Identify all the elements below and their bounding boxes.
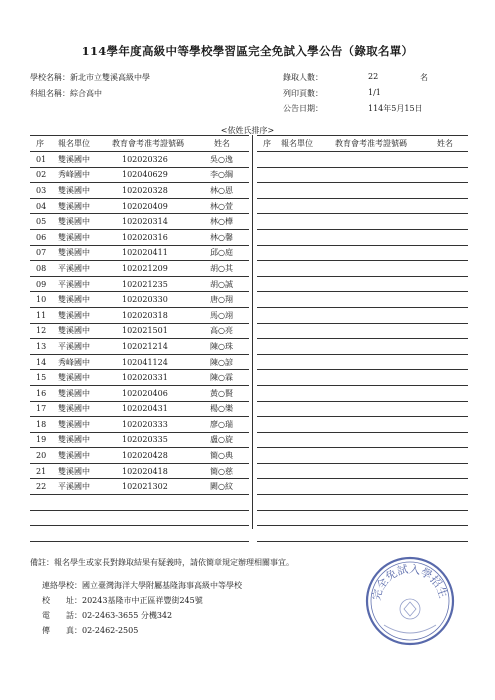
- row-exam-id: [331, 479, 431, 495]
- row-name: [431, 495, 468, 511]
- row-no: 04: [30, 198, 56, 214]
- table-row: [30, 479, 249, 495]
- row-name: 盧○旋: [208, 432, 249, 448]
- row-name: [431, 276, 468, 292]
- table-row: [30, 198, 249, 214]
- row-name: 黃○賢: [208, 385, 249, 401]
- row-no: [30, 510, 56, 526]
- row-no: 08: [30, 261, 56, 277]
- col-header-no: 序: [30, 136, 56, 152]
- row-name: 邱○庭: [208, 245, 249, 261]
- row-no: 19: [30, 432, 56, 448]
- table-row: [30, 214, 249, 230]
- empty-table-row: [257, 479, 468, 495]
- row-no: [257, 354, 279, 370]
- row-school: 雙溪國中: [56, 229, 108, 245]
- row-name: 陳○諺: [208, 354, 249, 370]
- row-exam-id: [331, 307, 431, 323]
- row-no: 02: [30, 167, 56, 183]
- dept-name-label: 科組名稱：: [30, 89, 70, 98]
- row-exam-id: 102021235: [108, 276, 208, 292]
- row-exam-id: [331, 354, 431, 370]
- row-name: [431, 339, 468, 355]
- row-school: 雙溪國中: [56, 152, 108, 168]
- row-school: [279, 385, 331, 401]
- row-no: [257, 510, 279, 526]
- note-text: 備註：報名學生或家長對錄取結果有疑義時，請依簡章規定辦理相關事宜。: [30, 558, 294, 567]
- admitted-count-unit: 名: [420, 73, 428, 82]
- row-name: 闕○紋: [208, 479, 249, 495]
- row-no: 05: [30, 214, 56, 230]
- row-exam-id: 102020411: [108, 245, 208, 261]
- row-exam-id: [331, 448, 431, 464]
- row-exam-id: [331, 432, 431, 448]
- row-exam-id: [331, 152, 431, 168]
- row-name: 簡○典: [208, 448, 249, 464]
- empty-table-row: [257, 385, 468, 401]
- row-exam-id: [331, 167, 431, 183]
- row-school: 平溪國中: [56, 276, 108, 292]
- empty-table-row: [257, 370, 468, 386]
- row-name: [208, 495, 249, 511]
- contact-fax: [42, 625, 138, 636]
- row-no: 14: [30, 354, 56, 370]
- row-exam-id: 102021501: [108, 323, 208, 339]
- contact-unit: [42, 580, 242, 591]
- row-exam-id: [331, 245, 431, 261]
- row-exam-id: [331, 292, 431, 308]
- row-name: [431, 526, 468, 542]
- col-header-school: 報名單位: [279, 136, 331, 152]
- row-no: [257, 229, 279, 245]
- empty-table-row: [257, 261, 468, 277]
- contact-unit-label: 連絡學校：: [42, 581, 82, 590]
- row-no: [257, 307, 279, 323]
- col-header-name: 姓名: [208, 136, 249, 152]
- row-no: [257, 339, 279, 355]
- row-school: 秀峰國中: [56, 167, 108, 183]
- row-name: [431, 479, 468, 495]
- empty-table-row: [257, 183, 468, 199]
- empty-table-row: [257, 276, 468, 292]
- table-row: [30, 432, 249, 448]
- row-school: [279, 463, 331, 479]
- row-exam-id: [108, 526, 208, 542]
- row-no: 07: [30, 245, 56, 261]
- row-school: 雙溪國中: [56, 463, 108, 479]
- row-school: [279, 292, 331, 308]
- admission-list-left: [30, 135, 249, 542]
- row-school: [279, 152, 331, 168]
- row-exam-id: [331, 495, 431, 511]
- row-no: [257, 198, 279, 214]
- row-school: 平溪國中: [56, 261, 108, 277]
- row-no: 15: [30, 370, 56, 386]
- row-name: [431, 167, 468, 183]
- row-exam-id: [331, 385, 431, 401]
- row-name: [431, 448, 468, 464]
- row-exam-id: 102040629: [108, 167, 208, 183]
- row-exam-id: 102020328: [108, 183, 208, 199]
- row-exam-id: [331, 401, 431, 417]
- row-no: 11: [30, 307, 56, 323]
- table-row: [30, 276, 249, 292]
- row-school: [279, 401, 331, 417]
- row-school: [56, 495, 108, 511]
- row-school: 雙溪國中: [56, 385, 108, 401]
- row-no: [30, 495, 56, 511]
- row-name: 林○樺: [208, 214, 249, 230]
- empty-table-row: [257, 417, 468, 433]
- row-name: 簡○慈: [208, 463, 249, 479]
- empty-table-row: [257, 167, 468, 183]
- col-header-exam-id: 教育會考准考證號碼: [108, 136, 208, 152]
- row-school: 雙溪國中: [56, 432, 108, 448]
- row-exam-id: 102020406: [108, 385, 208, 401]
- row-exam-id: 102041124: [108, 354, 208, 370]
- row-school: [279, 276, 331, 292]
- row-no: 18: [30, 417, 56, 433]
- contact-phone-label: 電 話：: [42, 611, 82, 620]
- row-no: 17: [30, 401, 56, 417]
- row-school: [279, 417, 331, 433]
- row-name: 陳○珠: [208, 339, 249, 355]
- row-name: [431, 229, 468, 245]
- row-exam-id: 102020330: [108, 292, 208, 308]
- empty-table-row: [257, 354, 468, 370]
- row-name: 胡○其: [208, 261, 249, 277]
- row-exam-id: 102020318: [108, 307, 208, 323]
- dept-name-row: [30, 88, 102, 99]
- row-school: [279, 245, 331, 261]
- empty-table-row: [257, 245, 468, 261]
- row-exam-id: [331, 323, 431, 339]
- row-no: [257, 463, 279, 479]
- table-divider: [252, 135, 253, 529]
- row-school: [279, 214, 331, 230]
- row-exam-id: 102020326: [108, 152, 208, 168]
- row-no: [257, 323, 279, 339]
- contact-phone-value: 02-2463-3655 分機342: [82, 611, 173, 620]
- table-header-row: [257, 136, 468, 152]
- row-school: 秀峰國中: [56, 354, 108, 370]
- row-exam-id: 102020428: [108, 448, 208, 464]
- row-no: 22: [30, 479, 56, 495]
- sort-note: <依姓氏排序>: [220, 126, 275, 135]
- admission-list-right: [257, 135, 468, 542]
- print-pages-label: 列印頁數：: [283, 89, 323, 98]
- row-no: [257, 370, 279, 386]
- row-school: [279, 510, 331, 526]
- row-exam-id: 102020314: [108, 214, 208, 230]
- row-name: 林○恩: [208, 183, 249, 199]
- row-exam-id: 102020418: [108, 463, 208, 479]
- row-name: 胡○誠: [208, 276, 249, 292]
- table-row: [30, 245, 249, 261]
- row-school: [279, 448, 331, 464]
- table-row: [30, 401, 249, 417]
- row-no: [257, 245, 279, 261]
- row-exam-id: 102020335: [108, 432, 208, 448]
- row-school: 雙溪國中: [56, 214, 108, 230]
- row-no: [257, 276, 279, 292]
- row-name: [431, 307, 468, 323]
- row-school: 雙溪國中: [56, 401, 108, 417]
- col-header-school: 報名單位: [56, 136, 108, 152]
- empty-table-row: [257, 323, 468, 339]
- row-school: [279, 323, 331, 339]
- row-school: [279, 370, 331, 386]
- empty-table-row: [257, 495, 468, 511]
- empty-table-row: [257, 292, 468, 308]
- contact-unit-value: 國立臺灣海洋大學附屬基隆海事高級中等學校: [82, 581, 242, 590]
- row-school: [279, 229, 331, 245]
- contact-phone: [42, 610, 172, 621]
- table-row: [30, 417, 249, 433]
- row-school: 雙溪國中: [56, 417, 108, 433]
- row-school: 雙溪國中: [56, 245, 108, 261]
- table-row: [30, 183, 249, 199]
- table-row: [30, 385, 249, 401]
- row-school: [279, 354, 331, 370]
- row-exam-id: [331, 214, 431, 230]
- row-no: [257, 495, 279, 511]
- col-header-no: 序: [257, 136, 279, 152]
- row-school: [279, 261, 331, 277]
- row-exam-id: 102021302: [108, 479, 208, 495]
- row-name: [431, 152, 468, 168]
- official-seal-stamp: [364, 555, 456, 647]
- row-no: [257, 261, 279, 277]
- row-name: [431, 385, 468, 401]
- empty-table-row: [257, 214, 468, 230]
- contact-fax-label: 傳 真：: [42, 626, 82, 635]
- row-no: 01: [30, 152, 56, 168]
- page-title: 114學年度高級中等學校學習區完全免試入學公告（錄取名單）: [81, 44, 414, 58]
- announce-date-label: 公告日期：: [283, 104, 323, 113]
- row-no: [257, 214, 279, 230]
- announce-date-value: 114年5月15日: [368, 104, 423, 113]
- row-no: [257, 292, 279, 308]
- school-name-label: 學校名稱：: [30, 73, 70, 82]
- row-name: 吳○逸: [208, 152, 249, 168]
- row-name: 高○亮: [208, 323, 249, 339]
- row-name: [431, 463, 468, 479]
- table-row: [30, 292, 249, 308]
- row-school: [279, 183, 331, 199]
- row-school: 雙溪國中: [56, 370, 108, 386]
- row-name: 廖○瑞: [208, 417, 249, 433]
- table-row: [30, 448, 249, 464]
- row-name: 楊○樂: [208, 401, 249, 417]
- empty-table-row: [257, 448, 468, 464]
- row-exam-id: 102020431: [108, 401, 208, 417]
- empty-table-row: [257, 510, 468, 526]
- row-school: [279, 198, 331, 214]
- row-school: [56, 526, 108, 542]
- row-school: [279, 432, 331, 448]
- table-row: [30, 229, 249, 245]
- row-school: 雙溪國中: [56, 448, 108, 464]
- contact-address-value: 20243基隆市中正區祥豐街245號: [82, 596, 203, 605]
- table-header-row: [30, 136, 249, 152]
- row-name: [431, 214, 468, 230]
- row-name: [431, 432, 468, 448]
- row-no: [257, 183, 279, 199]
- row-exam-id: 102020333: [108, 417, 208, 433]
- row-name: 唐○翔: [208, 292, 249, 308]
- contact-address: [42, 595, 203, 606]
- table-row: [30, 307, 249, 323]
- row-exam-id: 102020409: [108, 198, 208, 214]
- row-school: 雙溪國中: [56, 183, 108, 199]
- row-exam-id: [331, 198, 431, 214]
- empty-table-row: [257, 463, 468, 479]
- school-name-row: [30, 72, 150, 83]
- row-exam-id: [331, 339, 431, 355]
- row-name: [431, 323, 468, 339]
- row-exam-id: [331, 526, 431, 542]
- row-exam-id: [331, 370, 431, 386]
- row-school: 雙溪國中: [56, 307, 108, 323]
- row-name: [431, 261, 468, 277]
- empty-table-row: [257, 432, 468, 448]
- row-name: [208, 510, 249, 526]
- table-row: [30, 370, 249, 386]
- print-pages-value: 1/1: [368, 88, 381, 97]
- empty-table-row: [257, 229, 468, 245]
- admitted-count-label: 錄取人數：: [283, 73, 323, 82]
- row-name: [431, 198, 468, 214]
- row-school: 雙溪國中: [56, 292, 108, 308]
- row-exam-id: 102021209: [108, 261, 208, 277]
- row-no: 16: [30, 385, 56, 401]
- row-no: [30, 526, 56, 542]
- row-name: [431, 354, 468, 370]
- table-row: [30, 463, 249, 479]
- row-no: [257, 479, 279, 495]
- empty-table-row: [257, 198, 468, 214]
- row-exam-id: [108, 495, 208, 511]
- table-row: [30, 167, 249, 183]
- row-school: [279, 339, 331, 355]
- table-row: [30, 152, 249, 168]
- row-no: [257, 152, 279, 168]
- row-no: [257, 167, 279, 183]
- table-row: [30, 323, 249, 339]
- empty-table-row: [30, 495, 249, 511]
- row-no: 06: [30, 229, 56, 245]
- col-header-name: 姓名: [431, 136, 468, 152]
- empty-table-row: [257, 152, 468, 168]
- row-no: [257, 417, 279, 433]
- row-exam-id: [108, 510, 208, 526]
- row-school: [279, 526, 331, 542]
- row-no: [257, 448, 279, 464]
- empty-table-row: [257, 401, 468, 417]
- row-school: [279, 495, 331, 511]
- admitted-count-value: 22: [368, 72, 379, 81]
- empty-table-row: [30, 510, 249, 526]
- row-name: 李○綱: [208, 167, 249, 183]
- row-exam-id: 102021214: [108, 339, 208, 355]
- empty-table-row: [257, 307, 468, 323]
- row-name: [431, 401, 468, 417]
- row-name: [431, 510, 468, 526]
- row-exam-id: [331, 229, 431, 245]
- dept-name-value: 綜合高中: [70, 89, 102, 98]
- row-school: 平溪國中: [56, 339, 108, 355]
- row-exam-id: [331, 261, 431, 277]
- row-name: [431, 292, 468, 308]
- row-exam-id: [331, 417, 431, 433]
- row-exam-id: 102020331: [108, 370, 208, 386]
- row-name: 陳○霖: [208, 370, 249, 386]
- row-no: 09: [30, 276, 56, 292]
- row-school: [279, 167, 331, 183]
- table-row: [30, 354, 249, 370]
- row-exam-id: [331, 510, 431, 526]
- seal-text: 完全免試入學招生: [369, 562, 450, 602]
- row-exam-id: 102020316: [108, 229, 208, 245]
- row-name: [431, 370, 468, 386]
- row-school: [279, 307, 331, 323]
- table-row: [30, 339, 249, 355]
- row-name: 林○馨: [208, 229, 249, 245]
- row-name: 馬○翊: [208, 307, 249, 323]
- row-no: 13: [30, 339, 56, 355]
- row-school: [56, 510, 108, 526]
- row-name: [431, 417, 468, 433]
- row-no: 20: [30, 448, 56, 464]
- table-row: [30, 261, 249, 277]
- row-school: 雙溪國中: [56, 323, 108, 339]
- school-name-value: 新北市立雙溪高級中學: [70, 73, 150, 82]
- row-no: [257, 401, 279, 417]
- row-exam-id: [331, 276, 431, 292]
- row-no: 12: [30, 323, 56, 339]
- row-no: [257, 432, 279, 448]
- empty-table-row: [257, 339, 468, 355]
- row-no: 21: [30, 463, 56, 479]
- row-name: [208, 526, 249, 542]
- row-no: [257, 526, 279, 542]
- empty-table-row: [30, 526, 249, 542]
- row-school: [279, 479, 331, 495]
- row-no: [257, 385, 279, 401]
- contact-address-label: 校 址：: [42, 596, 82, 605]
- row-no: 10: [30, 292, 56, 308]
- row-exam-id: [331, 463, 431, 479]
- row-school: 雙溪國中: [56, 198, 108, 214]
- contact-fax-value: 02-2462-2505: [82, 626, 139, 635]
- row-school: 平溪國中: [56, 479, 108, 495]
- row-exam-id: [331, 183, 431, 199]
- col-header-exam-id: 教育會考准考證號碼: [331, 136, 431, 152]
- row-no: 03: [30, 183, 56, 199]
- row-name: 林○萱: [208, 198, 249, 214]
- row-name: [431, 183, 468, 199]
- empty-table-row: [257, 526, 468, 542]
- row-name: [431, 245, 468, 261]
